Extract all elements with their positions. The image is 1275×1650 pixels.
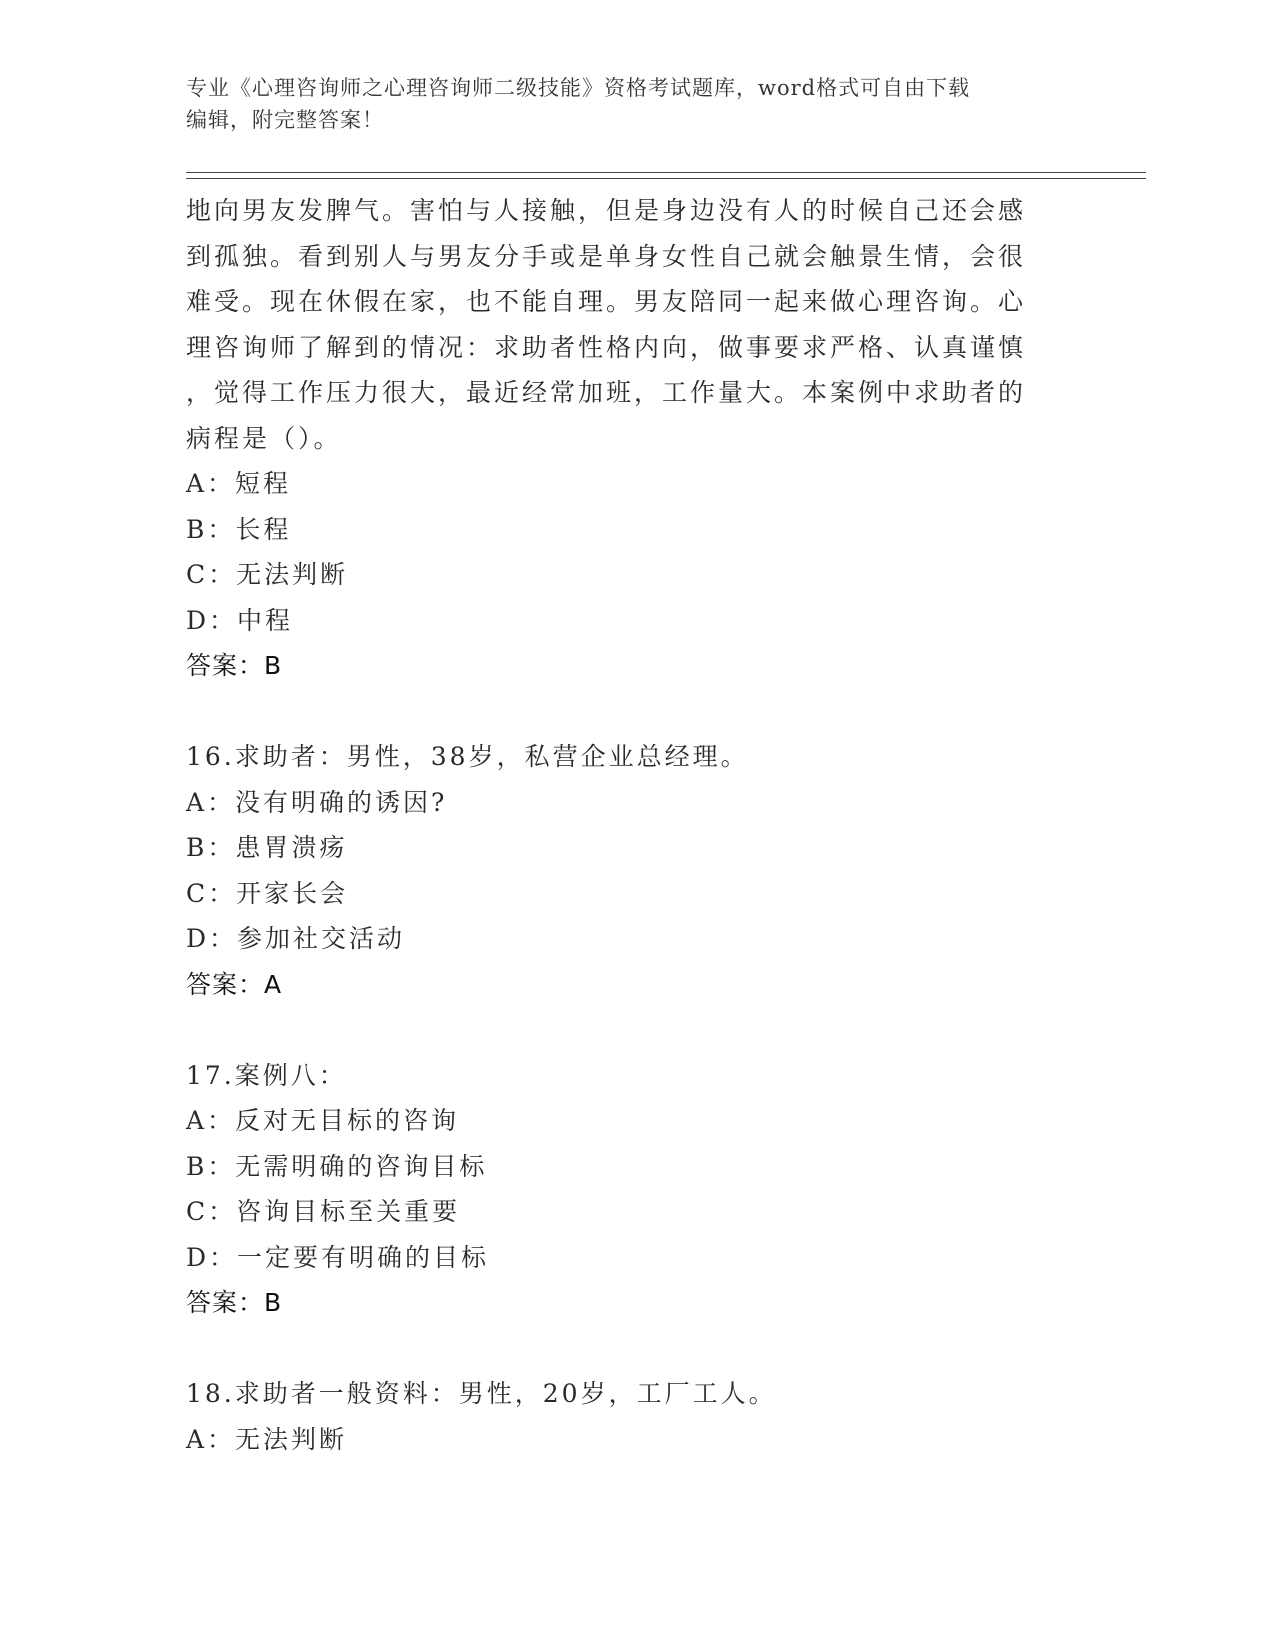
- spacer: [186, 689, 1066, 735]
- option-b: B：无需明确的咨询目标: [186, 1151, 488, 1181]
- question-18-stem: 18.求助者一般资料：男性，20岁，工厂工人。: [186, 1379, 777, 1408]
- option-c: C：咨询目标至关重要: [186, 1197, 461, 1226]
- question-15-stem-line: 到孤独。看到别人与男友分手或是单身女性自己就会触景生情，会很: [186, 241, 1027, 271]
- question-15: [186, 188, 1066, 689]
- question-content: [186, 188, 1066, 1462]
- option-b: B：长程: [186, 514, 292, 544]
- question-17-stem: 17.案例八：: [186, 1060, 347, 1090]
- spacer: [186, 1007, 1066, 1053]
- answer-label: 答案：B: [186, 651, 283, 680]
- option-d: D：中程: [186, 605, 294, 635]
- option-d: D：一定要有明确的目标: [186, 1242, 490, 1272]
- option-a: A：反对无目标的咨询: [186, 1106, 460, 1135]
- header-divider-top: [186, 172, 1146, 173]
- question-15-stem-line: ，觉得工作压力很大，最近经常加班，工作量大。本案例中求助者的: [186, 378, 1027, 407]
- question-16: [186, 734, 1066, 1007]
- spacer: [186, 1326, 1066, 1372]
- header-line-1: 专业《心理咨询师之心理咨询师二级技能》资格考试题库，word格式可自由下载: [186, 76, 971, 100]
- document-header: [186, 72, 1056, 136]
- answer-label: 答案：A: [186, 969, 283, 999]
- option-c: C：开家长会: [186, 878, 349, 908]
- answer-label: 答案：B: [186, 1288, 283, 1317]
- question-17: [186, 1053, 1066, 1326]
- option-a: A：无法判断: [186, 1424, 348, 1454]
- question-15-stem-line: 难受。现在休假在家，也不能自理。男友陪同一起来做心理咨询。心: [186, 287, 1027, 316]
- option-d: D：参加社交活动: [186, 924, 406, 953]
- question-18: [186, 1371, 1066, 1462]
- header-line-2: 编辑，附完整答案！: [186, 108, 384, 132]
- header-divider-bottom: [186, 178, 1146, 179]
- option-b: B：患胃溃疡: [186, 833, 348, 862]
- question-16-stem: 16.求助者：男性，38岁，私营企业总经理。: [186, 742, 749, 771]
- option-c: C：无法判断: [186, 560, 349, 589]
- option-a: A：没有明确的诱因?: [186, 787, 448, 817]
- question-15-stem-line: 理咨询师了解到的情况：求助者性格内向，做事要求严格、认真谨慎: [186, 332, 1027, 362]
- question-15-stem-line: 病程是（）。: [186, 423, 342, 453]
- question-15-stem-line: 地向男友发脾气。害怕与人接触，但是身边没有人的时候自己还会感: [186, 196, 1027, 225]
- option-a: A：短程: [186, 469, 292, 498]
